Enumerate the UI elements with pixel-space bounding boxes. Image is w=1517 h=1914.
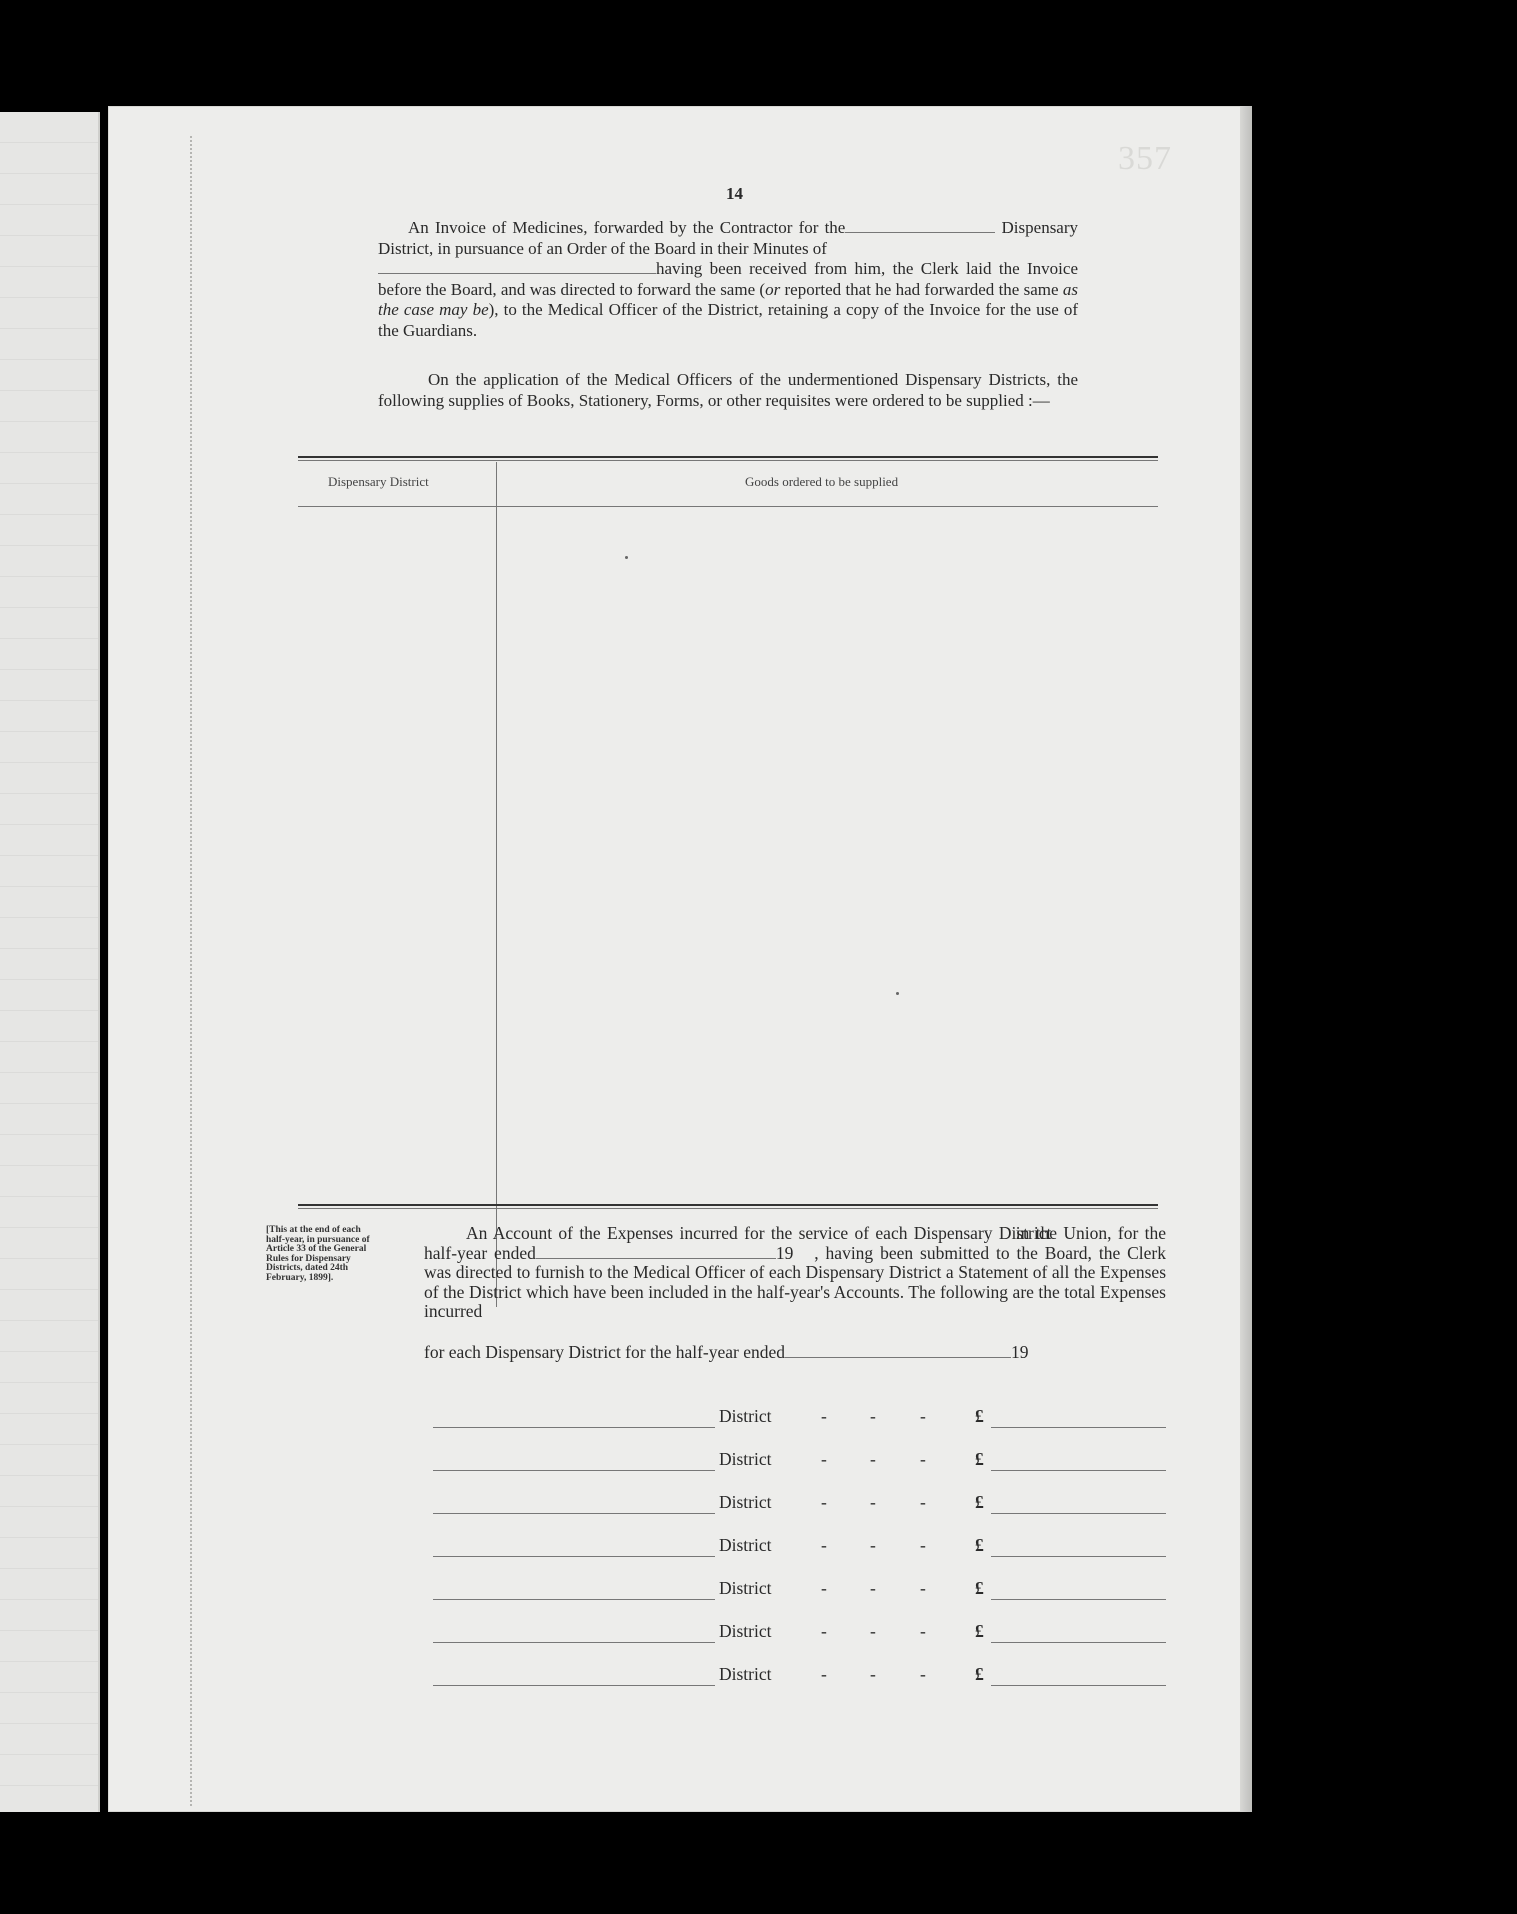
district-name-blank bbox=[433, 1470, 715, 1471]
leader-dash: - bbox=[920, 1578, 926, 1598]
leader-dash: - bbox=[920, 1406, 926, 1426]
leader-dash: - bbox=[821, 1621, 827, 1641]
table-top-rule-thin bbox=[298, 460, 1158, 461]
district-label: District bbox=[719, 1449, 772, 1469]
account-paragraph bbox=[424, 1224, 1166, 1322]
amount-blank bbox=[991, 1642, 1166, 1643]
district-row bbox=[433, 1621, 1173, 1647]
application-text: On the application of the Medical Officers of the undermentioned Dispensary Districts, the following supplies of Books, Stationery, Forms, or other requisites were ordered to be supplied :— bbox=[378, 370, 1078, 410]
invoice-text-4: reported that he had forwarded the same bbox=[780, 279, 1063, 299]
account-rest: submitted to the Board, the Clerk was directed to furnish to the Medical Officer of each Dispensary District a Statement of all the Expenses of the District which have been included in the half-year's Accounts. The following are the total Expenses incurred bbox=[424, 1242, 1167, 1321]
column-header-dispensary-district: Dispensary District bbox=[328, 474, 429, 489]
district-label: District bbox=[719, 1492, 772, 1512]
pound-sign: £ bbox=[975, 1664, 984, 1684]
application-paragraph bbox=[378, 370, 1078, 411]
pound-sign: £ bbox=[975, 1535, 984, 1555]
leader-dash: - bbox=[920, 1664, 926, 1684]
leader-dash: - bbox=[920, 1492, 926, 1512]
district-row bbox=[433, 1492, 1173, 1518]
invoice-text-3: having been received from him, the Clerk laid the Invoice before the Board, and was directed to forward the same ( bbox=[378, 259, 1078, 299]
amount-blank bbox=[991, 1470, 1166, 1471]
left-page-ruled-lines bbox=[0, 112, 98, 1812]
leader-dash: - bbox=[870, 1535, 876, 1555]
leader-dash: - bbox=[821, 1492, 827, 1512]
perforation-line bbox=[190, 136, 192, 1806]
district-name-blank bbox=[433, 1599, 715, 1600]
table-top-rule bbox=[298, 456, 1158, 458]
district-row bbox=[433, 1664, 1173, 1690]
district-name-blank bbox=[433, 1513, 715, 1514]
amount-blank bbox=[991, 1599, 1166, 1600]
column-header-goods-ordered: Goods ordered to be supplied bbox=[745, 474, 899, 489]
half-year-date-blank bbox=[536, 1258, 776, 1259]
table-column-divider bbox=[496, 462, 497, 1307]
district-row bbox=[433, 1578, 1173, 1604]
leader-dash: - bbox=[870, 1492, 876, 1512]
invoice-as-case: as the case may be bbox=[378, 279, 1079, 319]
contractor-blank bbox=[845, 232, 995, 233]
invoice-or: or bbox=[765, 279, 781, 299]
leader-dash: - bbox=[870, 1449, 876, 1469]
district-name-blank bbox=[433, 1642, 715, 1643]
account-last-line bbox=[424, 1342, 1029, 1363]
invoice-text-5: ), to the Medical Officer of the District, retaining a copy of the Invoice for the use of the Guardians. bbox=[378, 300, 1079, 340]
account-year-2: 19 bbox=[1011, 1342, 1029, 1362]
district-name-blank bbox=[433, 1685, 715, 1686]
account-line-2a: in the Union, for the half-year ended bbox=[424, 1223, 1166, 1263]
pound-sign: £ bbox=[975, 1406, 984, 1426]
district-row bbox=[433, 1449, 1173, 1475]
leader-dash: - bbox=[821, 1406, 827, 1426]
minutes-date-blank bbox=[378, 273, 656, 274]
amount-blank bbox=[991, 1685, 1166, 1686]
leader-dash: - bbox=[870, 1664, 876, 1684]
leader-dash: - bbox=[920, 1449, 926, 1469]
leader-dash: - bbox=[920, 1621, 926, 1641]
district-label: District bbox=[719, 1578, 772, 1598]
account-line-1: An Account of the Expenses incurred for the service of each Dispensary District bbox=[466, 1223, 1052, 1243]
district-name-blank bbox=[433, 1427, 715, 1428]
table-bottom-rule bbox=[298, 1204, 1158, 1206]
pound-sign: £ bbox=[975, 1621, 984, 1641]
leader-dash: - bbox=[821, 1449, 827, 1469]
pound-sign: £ bbox=[975, 1578, 984, 1598]
table-bottom-rule-thin bbox=[298, 1208, 1158, 1209]
page-edge bbox=[1240, 106, 1252, 1812]
page-number: 14 bbox=[726, 184, 743, 203]
pound-sign: £ bbox=[975, 1492, 984, 1512]
amount-blank bbox=[991, 1427, 1166, 1428]
leader-dash: - bbox=[870, 1578, 876, 1598]
table-header-rule bbox=[298, 506, 1158, 507]
document-page bbox=[108, 106, 1248, 1812]
faint-folio-number: 357 bbox=[1118, 140, 1172, 177]
pound-sign: £ bbox=[975, 1449, 984, 1469]
leader-dash: - bbox=[821, 1578, 827, 1598]
paper-speck bbox=[625, 556, 628, 559]
margin-note: [This at the end of each half-year, in pursuance of Article 33 of the General Rules for Dispensary Districts, dated 24th February, 1899]. bbox=[266, 1225, 370, 1283]
half-year-end-blank bbox=[785, 1357, 1011, 1358]
left-facing-page bbox=[0, 112, 100, 1812]
leader-dash: - bbox=[920, 1535, 926, 1555]
district-label: District bbox=[719, 1406, 772, 1426]
account-year-1: 19 bbox=[775, 1242, 794, 1263]
district-label: District bbox=[719, 1664, 772, 1684]
district-row bbox=[433, 1406, 1173, 1432]
district-row bbox=[433, 1535, 1173, 1561]
leader-dash: - bbox=[870, 1621, 876, 1641]
invoice-text-1: An Invoice of Medicines, forwarded by the Contractor for the bbox=[408, 218, 846, 237]
district-label: District bbox=[719, 1621, 772, 1641]
leader-dash: - bbox=[821, 1664, 827, 1684]
district-name-blank bbox=[433, 1556, 715, 1557]
account-line-2c: , having been bbox=[814, 1242, 914, 1263]
amount-blank bbox=[991, 1513, 1166, 1514]
invoice-text-2: Dispensary District, in pursuance of an Order of the Board in their Minutes of bbox=[378, 218, 1079, 258]
amount-blank bbox=[991, 1556, 1166, 1557]
account-last-text: for each Dispensary District for the half-year ended bbox=[424, 1342, 786, 1362]
leader-dash: - bbox=[821, 1535, 827, 1555]
district-label: District bbox=[719, 1535, 772, 1555]
invoice-paragraph bbox=[378, 218, 1078, 341]
paper-speck bbox=[896, 992, 899, 995]
leader-dash: - bbox=[870, 1406, 876, 1426]
